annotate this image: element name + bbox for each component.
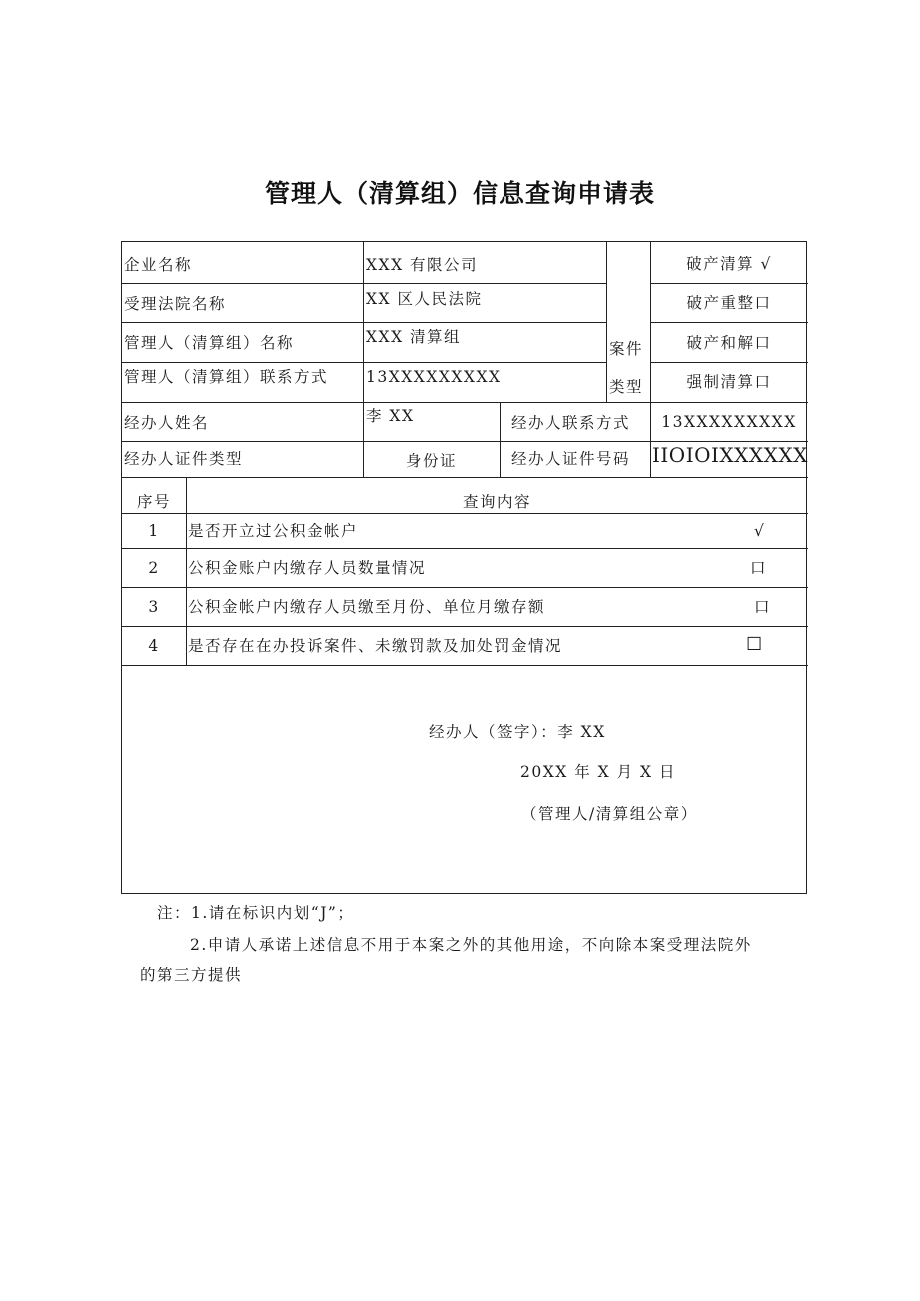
row-divider xyxy=(122,402,808,403)
handler-contact-label: 经办人联系方式 xyxy=(511,414,631,432)
application-form-table xyxy=(121,241,807,894)
query-item-text: 公积金帐户内缴存人员缴至月份、单位月缴存额 xyxy=(188,598,546,616)
court-name-label: 受理法院名称 xyxy=(124,295,227,313)
admin-contact-label: 管理人（清算组）联系方式 xyxy=(124,368,329,386)
form-title: 管理人（清算组）信息查询申请表 xyxy=(264,179,655,208)
case-type-option: 破产重整口 xyxy=(686,294,772,312)
handler-name-label: 经办人姓名 xyxy=(124,414,210,432)
handler-id-type-value: 身份证 xyxy=(405,452,457,470)
admin-name-value: XXX 清算组 xyxy=(366,328,462,346)
query-item-checkbox[interactable]: 口 xyxy=(754,598,772,616)
seal-note: （管理人/清算组公章） xyxy=(521,805,698,823)
signer-line: 经办人（签字）：李 XX xyxy=(429,723,606,741)
column-divider xyxy=(363,242,364,477)
query-item-number: 3 xyxy=(148,598,160,616)
query-item-checkbox[interactable]: 口 xyxy=(750,559,768,577)
query-item-text: 是否开立过公积金帐户 xyxy=(188,522,359,540)
query-item-checkbox[interactable]: √ xyxy=(754,522,766,540)
row-divider xyxy=(122,587,808,588)
case-type-option: 破产清算 √ xyxy=(686,255,772,273)
row-divider xyxy=(122,362,606,363)
row-divider xyxy=(122,513,808,514)
note-2-line-1: 2.申请人承诺上述信息不用于本案之外的其他用途，不向除本案受理法院外 xyxy=(190,936,752,954)
row-divider xyxy=(650,283,808,284)
company-name-label: 企业名称 xyxy=(124,256,193,274)
row-divider xyxy=(122,441,808,442)
note-1: 注：1.请在标识内划“J”； xyxy=(157,904,355,922)
index-header: 序号 xyxy=(136,493,171,511)
query-item-number: 1 xyxy=(148,522,160,540)
row-divider xyxy=(122,626,808,627)
query-content-header: 查询内容 xyxy=(462,493,531,511)
admin-name-label: 管理人（清算组）名称 xyxy=(124,334,295,352)
court-name-value: XX 区人民法院 xyxy=(366,290,483,308)
handler-name-value: 李 XX xyxy=(366,407,415,425)
row-divider xyxy=(650,362,808,363)
sign-date: 20XX 年 X 月 X 日 xyxy=(520,763,676,781)
query-item-checkbox[interactable]: ☐ xyxy=(746,634,764,655)
row-divider xyxy=(650,322,808,323)
handler-contact-value: 13XXXXXXXXX xyxy=(661,413,797,431)
handler-id-no-label: 经办人证件号码 xyxy=(511,450,631,468)
case-type-label: 案件 xyxy=(609,340,644,358)
row-divider xyxy=(122,665,808,666)
company-name-value: XXX 有限公司 xyxy=(366,256,479,274)
query-item-number: 2 xyxy=(148,559,160,577)
admin-contact-value: 13XXXXXXXXX xyxy=(366,368,502,386)
row-divider xyxy=(122,322,606,323)
case-type-label: 类型 xyxy=(609,378,644,396)
handler-id-type-label: 经办人证件类型 xyxy=(124,450,244,468)
query-item-number: 4 xyxy=(148,637,160,655)
row-divider xyxy=(122,283,606,284)
query-item-text: 公积金账户内缴存人员数量情况 xyxy=(188,559,427,577)
column-divider xyxy=(500,402,501,477)
handler-id-no-value: IIOIOIXXXXXX xyxy=(652,443,808,467)
query-item-text: 是否存在在办投诉案件、未缴罚款及加处罚金情况 xyxy=(188,637,563,655)
case-type-option: 强制清算口 xyxy=(686,373,772,391)
case-type-option: 破产和解口 xyxy=(686,334,772,352)
column-divider xyxy=(606,242,607,402)
row-divider xyxy=(122,477,808,478)
note-2-line-2: 的第三方提供 xyxy=(140,966,243,984)
row-divider xyxy=(122,548,808,549)
